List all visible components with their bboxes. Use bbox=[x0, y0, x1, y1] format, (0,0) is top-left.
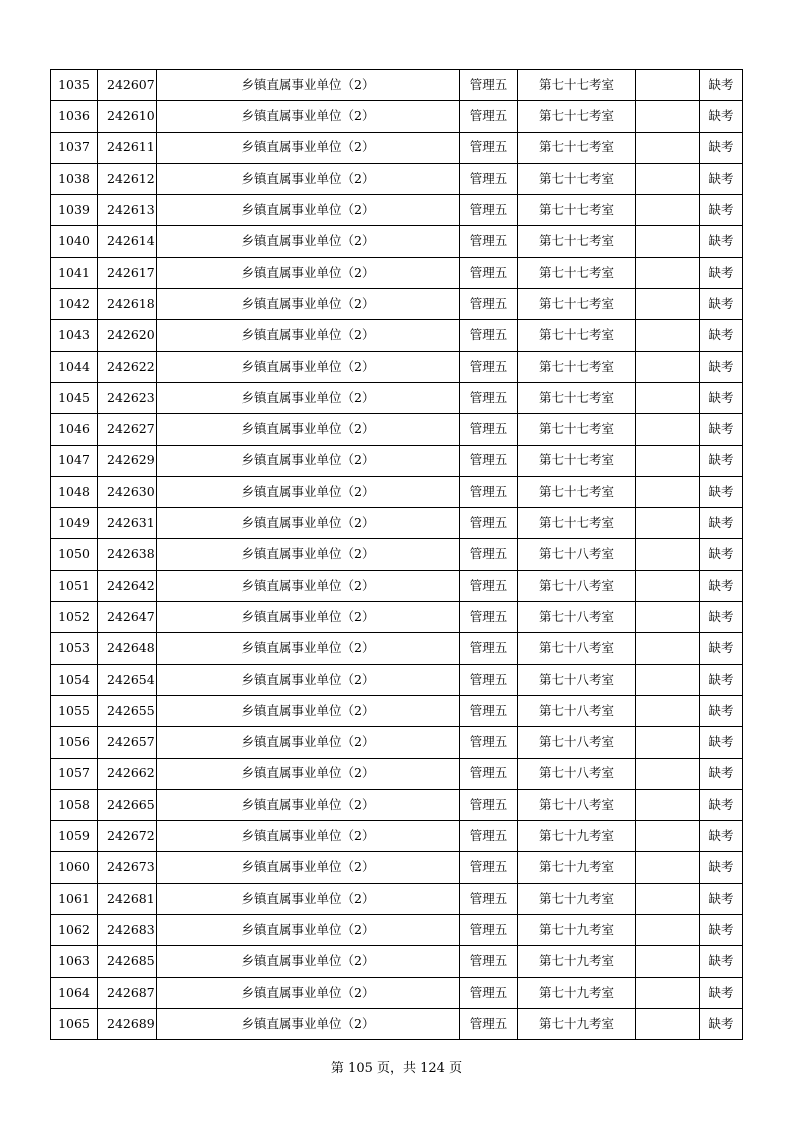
row-id-cell: 242629 bbox=[98, 445, 157, 476]
row-id-cell: 242623 bbox=[98, 382, 157, 413]
row-post-cell: 管理五 bbox=[460, 821, 518, 852]
row-status-cell: 缺考 bbox=[700, 915, 743, 946]
table-row bbox=[51, 852, 743, 883]
table-row bbox=[51, 915, 743, 946]
table-row bbox=[51, 414, 743, 445]
row-unit-cell: 乡镇直属事业单位（2） bbox=[157, 915, 460, 946]
row-post-cell: 管理五 bbox=[460, 382, 518, 413]
row-seq-cell: 1063 bbox=[51, 946, 98, 977]
table-row bbox=[51, 226, 743, 257]
row-id-cell: 242642 bbox=[98, 570, 157, 601]
row-status-cell: 缺考 bbox=[700, 695, 743, 726]
row-id-cell: 242655 bbox=[98, 695, 157, 726]
row-unit-cell: 乡镇直属事业单位（2） bbox=[157, 351, 460, 382]
row-room-cell: 第七十九考室 bbox=[518, 883, 636, 914]
row-id-cell: 242657 bbox=[98, 727, 157, 758]
row-score-cell bbox=[636, 382, 700, 413]
exam-results-table bbox=[50, 69, 743, 1040]
row-room-cell: 第七十七考室 bbox=[518, 226, 636, 257]
row-status-cell: 缺考 bbox=[700, 132, 743, 163]
row-id-cell: 242610 bbox=[98, 101, 157, 132]
row-room-cell: 第七十九考室 bbox=[518, 1008, 636, 1039]
row-seq-cell: 1057 bbox=[51, 758, 98, 789]
table-row bbox=[51, 946, 743, 977]
table-row bbox=[51, 1008, 743, 1039]
row-post-cell: 管理五 bbox=[460, 946, 518, 977]
row-seq-cell: 1060 bbox=[51, 852, 98, 883]
row-room-cell: 第七十七考室 bbox=[518, 70, 636, 101]
table-row bbox=[51, 602, 743, 633]
row-seq-cell: 1061 bbox=[51, 883, 98, 914]
row-status-cell: 缺考 bbox=[700, 664, 743, 695]
row-room-cell: 第七十九考室 bbox=[518, 915, 636, 946]
row-room-cell: 第七十八考室 bbox=[518, 664, 636, 695]
row-status-cell: 缺考 bbox=[700, 320, 743, 351]
row-room-cell: 第七十九考室 bbox=[518, 852, 636, 883]
table-row bbox=[51, 195, 743, 226]
row-id-cell: 242662 bbox=[98, 758, 157, 789]
row-seq-cell: 1043 bbox=[51, 320, 98, 351]
row-room-cell: 第七十七考室 bbox=[518, 289, 636, 320]
table-row bbox=[51, 257, 743, 288]
row-post-cell: 管理五 bbox=[460, 195, 518, 226]
table-row bbox=[51, 445, 743, 476]
row-id-cell: 242614 bbox=[98, 226, 157, 257]
row-room-cell: 第七十八考室 bbox=[518, 602, 636, 633]
row-id-cell: 242607 bbox=[98, 70, 157, 101]
row-score-cell bbox=[636, 946, 700, 977]
row-id-cell: 242685 bbox=[98, 946, 157, 977]
row-id-cell: 242630 bbox=[98, 476, 157, 507]
row-id-cell: 242672 bbox=[98, 821, 157, 852]
row-unit-cell: 乡镇直属事业单位（2） bbox=[157, 570, 460, 601]
row-id-cell: 242612 bbox=[98, 163, 157, 194]
row-room-cell: 第七十七考室 bbox=[518, 132, 636, 163]
row-id-cell: 242617 bbox=[98, 257, 157, 288]
row-room-cell: 第七十九考室 bbox=[518, 821, 636, 852]
row-score-cell bbox=[636, 445, 700, 476]
row-post-cell: 管理五 bbox=[460, 789, 518, 820]
row-seq-cell: 1048 bbox=[51, 476, 98, 507]
row-unit-cell: 乡镇直属事业单位（2） bbox=[157, 727, 460, 758]
table-row bbox=[51, 476, 743, 507]
row-unit-cell: 乡镇直属事业单位（2） bbox=[157, 320, 460, 351]
row-score-cell bbox=[636, 1008, 700, 1039]
row-seq-cell: 1050 bbox=[51, 539, 98, 570]
row-unit-cell: 乡镇直属事业单位（2） bbox=[157, 602, 460, 633]
row-seq-cell: 1042 bbox=[51, 289, 98, 320]
row-status-cell: 缺考 bbox=[700, 101, 743, 132]
row-score-cell bbox=[636, 101, 700, 132]
row-seq-cell: 1038 bbox=[51, 163, 98, 194]
row-unit-cell: 乡镇直属事业单位（2） bbox=[157, 664, 460, 695]
row-post-cell: 管理五 bbox=[460, 508, 518, 539]
table-row bbox=[51, 382, 743, 413]
row-score-cell bbox=[636, 163, 700, 194]
table-body bbox=[51, 70, 743, 1040]
row-seq-cell: 1045 bbox=[51, 382, 98, 413]
row-status-cell: 缺考 bbox=[700, 508, 743, 539]
row-id-cell: 242638 bbox=[98, 539, 157, 570]
row-score-cell bbox=[636, 977, 700, 1008]
row-room-cell: 第七十七考室 bbox=[518, 414, 636, 445]
row-id-cell: 242648 bbox=[98, 633, 157, 664]
row-status-cell: 缺考 bbox=[700, 539, 743, 570]
row-status-cell: 缺考 bbox=[700, 727, 743, 758]
table-row bbox=[51, 727, 743, 758]
row-post-cell: 管理五 bbox=[460, 226, 518, 257]
row-unit-cell: 乡镇直属事业单位（2） bbox=[157, 977, 460, 1008]
row-seq-cell: 1049 bbox=[51, 508, 98, 539]
row-post-cell: 管理五 bbox=[460, 445, 518, 476]
row-status-cell: 缺考 bbox=[700, 977, 743, 1008]
row-id-cell: 242673 bbox=[98, 852, 157, 883]
row-unit-cell: 乡镇直属事业单位（2） bbox=[157, 883, 460, 914]
row-unit-cell: 乡镇直属事业单位（2） bbox=[157, 508, 460, 539]
row-unit-cell: 乡镇直属事业单位（2） bbox=[157, 195, 460, 226]
table-row bbox=[51, 70, 743, 101]
row-status-cell: 缺考 bbox=[700, 414, 743, 445]
row-unit-cell: 乡镇直属事业单位（2） bbox=[157, 1008, 460, 1039]
row-seq-cell: 1044 bbox=[51, 351, 98, 382]
row-seq-cell: 1059 bbox=[51, 821, 98, 852]
row-unit-cell: 乡镇直属事业单位（2） bbox=[157, 101, 460, 132]
table-row bbox=[51, 633, 743, 664]
row-id-cell: 242613 bbox=[98, 195, 157, 226]
row-post-cell: 管理五 bbox=[460, 320, 518, 351]
row-unit-cell: 乡镇直属事业单位（2） bbox=[157, 539, 460, 570]
row-unit-cell: 乡镇直属事业单位（2） bbox=[157, 226, 460, 257]
row-status-cell: 缺考 bbox=[700, 257, 743, 288]
row-seq-cell: 1064 bbox=[51, 977, 98, 1008]
row-status-cell: 缺考 bbox=[700, 602, 743, 633]
row-status-cell: 缺考 bbox=[700, 946, 743, 977]
row-status-cell: 缺考 bbox=[700, 570, 743, 601]
row-unit-cell: 乡镇直属事业单位（2） bbox=[157, 132, 460, 163]
row-id-cell: 242654 bbox=[98, 664, 157, 695]
row-room-cell: 第七十九考室 bbox=[518, 946, 636, 977]
row-unit-cell: 乡镇直属事业单位（2） bbox=[157, 852, 460, 883]
row-id-cell: 242627 bbox=[98, 414, 157, 445]
row-score-cell bbox=[636, 226, 700, 257]
row-status-cell: 缺考 bbox=[700, 195, 743, 226]
row-room-cell: 第七十七考室 bbox=[518, 101, 636, 132]
row-room-cell: 第七十九考室 bbox=[518, 977, 636, 1008]
page-number-footer: 第 105 页，共 124 页 bbox=[330, 1061, 463, 1076]
row-seq-cell: 1040 bbox=[51, 226, 98, 257]
row-post-cell: 管理五 bbox=[460, 414, 518, 445]
row-post-cell: 管理五 bbox=[460, 570, 518, 601]
row-unit-cell: 乡镇直属事业单位（2） bbox=[157, 821, 460, 852]
row-post-cell: 管理五 bbox=[460, 163, 518, 194]
row-id-cell: 242631 bbox=[98, 508, 157, 539]
row-unit-cell: 乡镇直属事业单位（2） bbox=[157, 414, 460, 445]
row-unit-cell: 乡镇直属事业单位（2） bbox=[157, 70, 460, 101]
row-unit-cell: 乡镇直属事业单位（2） bbox=[157, 946, 460, 977]
row-seq-cell: 1053 bbox=[51, 633, 98, 664]
row-status-cell: 缺考 bbox=[700, 852, 743, 883]
row-score-cell bbox=[636, 414, 700, 445]
row-id-cell: 242647 bbox=[98, 602, 157, 633]
row-post-cell: 管理五 bbox=[460, 476, 518, 507]
row-post-cell: 管理五 bbox=[460, 883, 518, 914]
row-seq-cell: 1054 bbox=[51, 664, 98, 695]
row-score-cell bbox=[636, 195, 700, 226]
row-seq-cell: 1047 bbox=[51, 445, 98, 476]
table-row bbox=[51, 758, 743, 789]
row-post-cell: 管理五 bbox=[460, 132, 518, 163]
row-score-cell bbox=[636, 476, 700, 507]
row-unit-cell: 乡镇直属事业单位（2） bbox=[157, 476, 460, 507]
row-room-cell: 第七十八考室 bbox=[518, 758, 636, 789]
row-seq-cell: 1055 bbox=[51, 695, 98, 726]
row-status-cell: 缺考 bbox=[700, 445, 743, 476]
row-score-cell bbox=[636, 570, 700, 601]
row-seq-cell: 1062 bbox=[51, 915, 98, 946]
row-room-cell: 第七十八考室 bbox=[518, 570, 636, 601]
row-id-cell: 242681 bbox=[98, 883, 157, 914]
row-id-cell: 242611 bbox=[98, 132, 157, 163]
table-row bbox=[51, 101, 743, 132]
row-seq-cell: 1058 bbox=[51, 789, 98, 820]
row-post-cell: 管理五 bbox=[460, 664, 518, 695]
row-id-cell: 242620 bbox=[98, 320, 157, 351]
row-room-cell: 第七十七考室 bbox=[518, 320, 636, 351]
row-unit-cell: 乡镇直属事业单位（2） bbox=[157, 789, 460, 820]
table-row bbox=[51, 351, 743, 382]
row-room-cell: 第七十八考室 bbox=[518, 789, 636, 820]
table-row bbox=[51, 289, 743, 320]
row-room-cell: 第七十七考室 bbox=[518, 351, 636, 382]
row-score-cell bbox=[636, 289, 700, 320]
row-score-cell bbox=[636, 633, 700, 664]
row-post-cell: 管理五 bbox=[460, 539, 518, 570]
row-status-cell: 缺考 bbox=[700, 226, 743, 257]
row-score-cell bbox=[636, 915, 700, 946]
row-unit-cell: 乡镇直属事业单位（2） bbox=[157, 382, 460, 413]
row-room-cell: 第七十七考室 bbox=[518, 508, 636, 539]
row-status-cell: 缺考 bbox=[700, 70, 743, 101]
row-score-cell bbox=[636, 539, 700, 570]
row-status-cell: 缺考 bbox=[700, 821, 743, 852]
row-post-cell: 管理五 bbox=[460, 257, 518, 288]
row-unit-cell: 乡镇直属事业单位（2） bbox=[157, 163, 460, 194]
row-seq-cell: 1039 bbox=[51, 195, 98, 226]
row-post-cell: 管理五 bbox=[460, 289, 518, 320]
table-row bbox=[51, 539, 743, 570]
row-post-cell: 管理五 bbox=[460, 101, 518, 132]
row-status-cell: 缺考 bbox=[700, 1008, 743, 1039]
row-post-cell: 管理五 bbox=[460, 602, 518, 633]
row-score-cell bbox=[636, 602, 700, 633]
row-id-cell: 242618 bbox=[98, 289, 157, 320]
table-row bbox=[51, 570, 743, 601]
row-id-cell: 242689 bbox=[98, 1008, 157, 1039]
row-seq-cell: 1052 bbox=[51, 602, 98, 633]
row-unit-cell: 乡镇直属事业单位（2） bbox=[157, 445, 460, 476]
row-status-cell: 缺考 bbox=[700, 633, 743, 664]
row-id-cell: 242683 bbox=[98, 915, 157, 946]
row-room-cell: 第七十七考室 bbox=[518, 382, 636, 413]
row-status-cell: 缺考 bbox=[700, 289, 743, 320]
row-score-cell bbox=[636, 758, 700, 789]
table-row bbox=[51, 977, 743, 1008]
row-status-cell: 缺考 bbox=[700, 476, 743, 507]
row-seq-cell: 1065 bbox=[51, 1008, 98, 1039]
row-score-cell bbox=[636, 821, 700, 852]
row-seq-cell: 1051 bbox=[51, 570, 98, 601]
row-score-cell bbox=[636, 789, 700, 820]
row-seq-cell: 1041 bbox=[51, 257, 98, 288]
row-room-cell: 第七十七考室 bbox=[518, 163, 636, 194]
row-seq-cell: 1036 bbox=[51, 101, 98, 132]
table-row bbox=[51, 508, 743, 539]
row-seq-cell: 1035 bbox=[51, 70, 98, 101]
row-unit-cell: 乡镇直属事业单位（2） bbox=[157, 695, 460, 726]
row-seq-cell: 1056 bbox=[51, 727, 98, 758]
row-post-cell: 管理五 bbox=[460, 351, 518, 382]
row-score-cell bbox=[636, 852, 700, 883]
row-id-cell: 242687 bbox=[98, 977, 157, 1008]
row-post-cell: 管理五 bbox=[460, 977, 518, 1008]
row-post-cell: 管理五 bbox=[460, 852, 518, 883]
row-room-cell: 第七十八考室 bbox=[518, 539, 636, 570]
row-unit-cell: 乡镇直属事业单位（2） bbox=[157, 633, 460, 664]
row-id-cell: 242622 bbox=[98, 351, 157, 382]
row-score-cell bbox=[636, 257, 700, 288]
row-post-cell: 管理五 bbox=[460, 758, 518, 789]
table-row bbox=[51, 664, 743, 695]
table-row bbox=[51, 163, 743, 194]
row-room-cell: 第七十七考室 bbox=[518, 476, 636, 507]
row-status-cell: 缺考 bbox=[700, 883, 743, 914]
table-row bbox=[51, 883, 743, 914]
row-score-cell bbox=[636, 508, 700, 539]
row-score-cell bbox=[636, 695, 700, 726]
row-post-cell: 管理五 bbox=[460, 1008, 518, 1039]
row-post-cell: 管理五 bbox=[460, 695, 518, 726]
row-score-cell bbox=[636, 70, 700, 101]
row-status-cell: 缺考 bbox=[700, 758, 743, 789]
table-row bbox=[51, 320, 743, 351]
row-room-cell: 第七十七考室 bbox=[518, 257, 636, 288]
row-score-cell bbox=[636, 320, 700, 351]
row-id-cell: 242665 bbox=[98, 789, 157, 820]
row-post-cell: 管理五 bbox=[460, 727, 518, 758]
row-post-cell: 管理五 bbox=[460, 633, 518, 664]
row-status-cell: 缺考 bbox=[700, 789, 743, 820]
row-unit-cell: 乡镇直属事业单位（2） bbox=[157, 758, 460, 789]
row-score-cell bbox=[636, 883, 700, 914]
table-row bbox=[51, 821, 743, 852]
row-status-cell: 缺考 bbox=[700, 351, 743, 382]
row-score-cell bbox=[636, 351, 700, 382]
row-room-cell: 第七十八考室 bbox=[518, 727, 636, 758]
row-score-cell bbox=[636, 664, 700, 695]
table-row bbox=[51, 789, 743, 820]
row-score-cell bbox=[636, 727, 700, 758]
row-unit-cell: 乡镇直属事业单位（2） bbox=[157, 289, 460, 320]
table-row bbox=[51, 132, 743, 163]
row-score-cell bbox=[636, 132, 700, 163]
row-room-cell: 第七十八考室 bbox=[518, 695, 636, 726]
table-row bbox=[51, 695, 743, 726]
row-post-cell: 管理五 bbox=[460, 915, 518, 946]
row-seq-cell: 1046 bbox=[51, 414, 98, 445]
row-post-cell: 管理五 bbox=[460, 70, 518, 101]
row-room-cell: 第七十八考室 bbox=[518, 633, 636, 664]
row-room-cell: 第七十七考室 bbox=[518, 195, 636, 226]
row-seq-cell: 1037 bbox=[51, 132, 98, 163]
row-status-cell: 缺考 bbox=[700, 382, 743, 413]
row-room-cell: 第七十七考室 bbox=[518, 445, 636, 476]
row-status-cell: 缺考 bbox=[700, 163, 743, 194]
row-unit-cell: 乡镇直属事业单位（2） bbox=[157, 257, 460, 288]
